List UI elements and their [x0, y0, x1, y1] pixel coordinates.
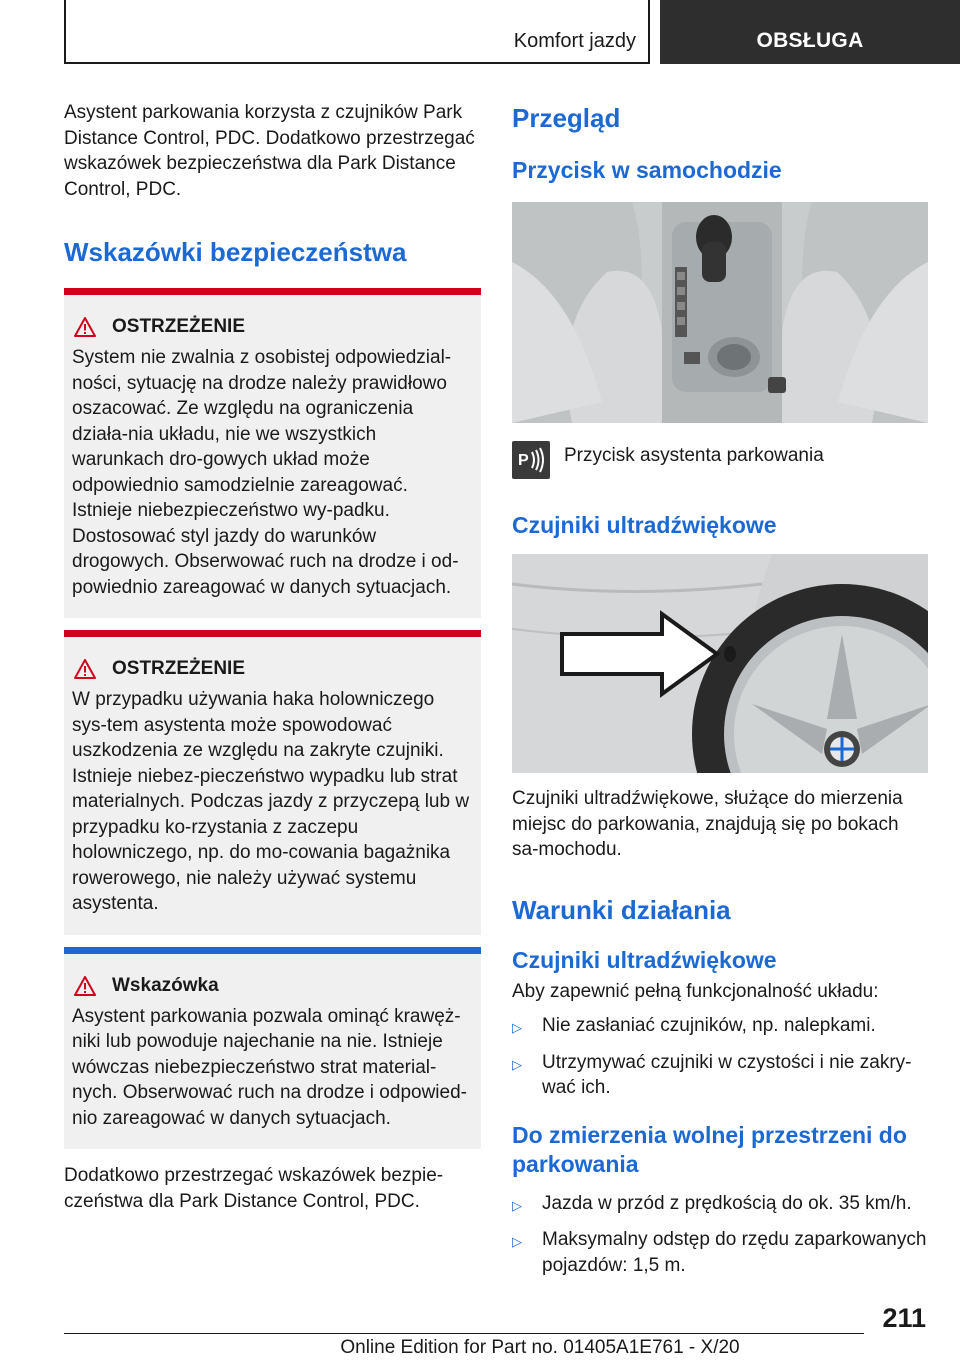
conditions-subheading: Czujniki ultradźwiękowe — [512, 946, 777, 973]
button-caption: Przycisk asystenta parkowania — [564, 445, 824, 466]
triangle-bullet-icon: ▷ — [512, 1020, 522, 1035]
conditions-intro: Aby zapewnić pełną funkcjonalność układu: — [512, 980, 879, 1002]
footer-edition: Online Edition for Part no. 01405A1E761 - X/20 — [340, 1337, 740, 1358]
sensors-caption: Czujniki ultradźwiękowe, służące do mierzenia miejsc do parkowania, znajdują się po bokach sa‐mochodu. — [512, 788, 903, 860]
conditions-list — [512, 1013, 928, 1101]
list-item: ▷ Nie zasłaniać czujników, np. nalepkami. — [512, 1013, 928, 1041]
warning-triangle-icon — [74, 317, 96, 337]
triangle-bullet-icon: ▷ — [512, 1056, 522, 1072]
outro-text: Dodatkowo przestrzegać wskazówek bezpie‐czeństwa dla Park Distance Control, PDC. — [64, 1165, 444, 1212]
warning-box-2 — [64, 630, 481, 935]
console-photo — [512, 202, 928, 423]
notice-text: Asystent parkowania pozwala ominąć krawęż‐niki lub powoduje najechanie na nie. Istnieje wówczas niebezpieczeństwo strat material‐nych. Obserwować ruch na drodze i odpowied‐nio zareagować w danych sytuacjach. — [72, 1005, 467, 1129]
right-column — [512, 100, 928, 1287]
list-item: ▷ Maksymalny odstęp do rzędu zaparkowanych pojazdów: 1,5 m. — [512, 1227, 928, 1278]
left-column — [64, 100, 481, 1214]
button-heading: Przycisk w samochodzie — [512, 157, 782, 183]
sensors-heading: Czujniki ultradźwiękowe — [512, 512, 777, 538]
warning-text-2: W przypadku używania haka holowniczego sys‐tem asystenta może spowodować uszkodzenia ze względu na zakryte czujniki. Istnieje niebez‐pieczeństwo wypadku lub strat materialnych. Podczas jazdy z przyczepą lub w przypadku ko‐rzystania z zaczepu holowniczego, np. do mo‐cowania bagażnika rowerowego, nie należy używać systemu asystenta. — [72, 689, 470, 914]
notice-triangle-icon — [74, 976, 96, 996]
warning-text-1: System nie zwalnia z osobistej odpowiedzial‐ności, sytuację na drodze należy prawidłowo oszacować. Ze względu na ograniczenia działa‐nia układu, nie we wszystkich warunkach dro‐gowych układ może odpowiednio samodzielnie zareagować. Istnieje niebezpieczeństwo wy‐padku. Dostosować styl jazdy do warunków drogowych. Obserwować ruch na drodze i od‐powiednio zareagować w danych sytuacjach. — [72, 347, 459, 598]
measure-heading: Do zmierzenia wolnej przestrzeni do parkowania — [512, 1121, 907, 1177]
measure-list — [512, 1191, 928, 1279]
notice-title: Wskazówka — [72, 974, 473, 998]
sensor-photo — [512, 554, 928, 773]
notice-box — [64, 947, 481, 1150]
intro-text: Asystent parkowania korzysta z czujników Park Distance Control, PDC. Dodatkowo przestrzegać wskazówek bezpieczeństwa dla Park Distance Control, PDC. — [64, 102, 475, 200]
svg-text:P: P — [518, 452, 529, 469]
bumper-sensor-illustration — [512, 554, 928, 773]
chapter-tab: OBSŁUGA — [660, 0, 960, 64]
triangle-bullet-icon: ▷ — [512, 1197, 522, 1213]
triangle-bullet-icon: ▷ — [512, 1234, 522, 1249]
warning-triangle-icon — [74, 659, 96, 679]
warning-box-1 — [64, 288, 481, 618]
center-console-illustration — [512, 202, 928, 423]
button-caption-row — [512, 441, 928, 479]
park-assist-button-icon — [512, 441, 550, 479]
list-item: ▷ Utrzymywać czujniki w czystości i nie zakry‐wać ich. — [512, 1050, 928, 1101]
footer-rule — [64, 1333, 864, 1334]
warning-title-1: OSTRZEŻENIE — [72, 315, 473, 339]
warning-title-2: OSTRZEŻENIE — [72, 657, 473, 681]
list-item: ▷ Jazda w przód z prędkością do ok. 35 km/h. — [512, 1191, 928, 1219]
page-number: 211 — [882, 1303, 926, 1333]
conditions-heading: Warunki działania — [512, 894, 731, 925]
overview-heading: Przegląd — [512, 103, 621, 133]
section-title: Komfort jazdy — [513, 30, 636, 52]
safety-heading: Wskazówki bezpieczeństwa — [64, 237, 407, 267]
